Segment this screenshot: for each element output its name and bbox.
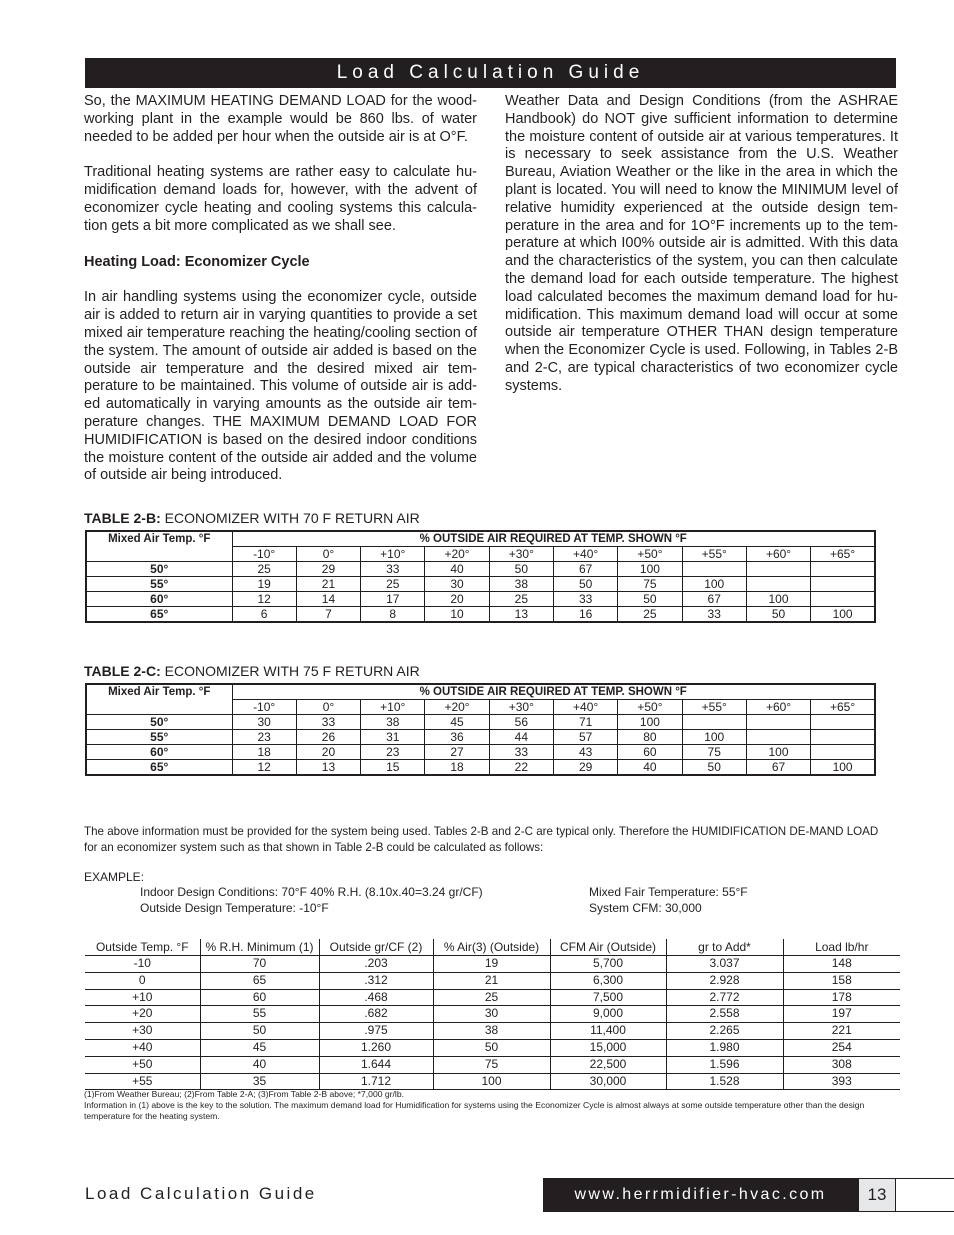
load-cell: 0: [85, 972, 200, 989]
example-outside: Outside Design Temperature: -10°F: [140, 901, 329, 915]
table-2c-cell: 56: [489, 715, 553, 730]
table-2c-cell: 12: [232, 760, 296, 776]
load-cell: 254: [783, 1039, 900, 1056]
table-2c-temp: +20°: [425, 700, 489, 715]
table-2c-row-label: 65°: [86, 760, 232, 776]
load-table-header: Outside gr/CF (2): [319, 939, 433, 956]
footnote-line-2: Information in (1) above is the key to the solution. The maximum demand load for Humidification for systems using the Economizer Cycle is almost always at some outside temperature other than the design temperature for the heating system.: [84, 1100, 865, 1121]
footer-title: Load Calculation Guide: [85, 1184, 317, 1203]
section-subheading: Heating Load: Economizer Cycle: [84, 253, 310, 270]
table-2b-cell: 25: [361, 577, 425, 592]
load-table-row: [85, 1073, 900, 1090]
table-2c-row: [86, 730, 875, 745]
table-2c-temp: +55°: [682, 700, 746, 715]
load-cell: 75: [433, 1056, 550, 1073]
table-2c-label: TABLE 2-C:: [84, 663, 161, 679]
table-2b-cell: 50: [618, 592, 682, 607]
page-header-title: Load Calculation Guide: [336, 62, 645, 83]
table-2c-row: [86, 745, 875, 760]
table-2c-cell: [682, 715, 746, 730]
table-2b-cell: 19: [232, 577, 296, 592]
load-cell: 25: [433, 989, 550, 1006]
table-2c-cell: 18: [425, 760, 489, 776]
table-2b-caption: [84, 510, 420, 526]
table-2b-cell: 67: [682, 592, 746, 607]
left-paragraph-3: In air handling systems using the economizer cycle, outside air is added to return air in varying quantities to provide a set mixed air temperature reaching the heating/cooling section of the system. The amount of outside air added is based on the outside air temperature and the desired mixed air tem-perature to be maintained. This volume of outside air is add-ed automatically in varying amounts as the outside air tem-perature changes. THE MAXIMUM DEMAND LOAD FOR HUMIDIFICATION is based on the desired indoor conditions the moisture content of the outside air added and the volume of outside air being introduced.: [84, 289, 477, 484]
table-2b-row: [86, 592, 875, 607]
left-paragraph-2: Traditional heating systems are rather easy to calculate hu-midification demand loads for, however, with the advent of economizer cycle heating and cooling systems this calcula-tion gets a bit more complicated as we shall see.: [84, 164, 477, 234]
load-table-row: [85, 989, 900, 1006]
load-table-row: [85, 956, 900, 973]
load-cell: 22,500: [550, 1056, 666, 1073]
table-2c-cell: 23: [361, 745, 425, 760]
table-2c-temp: 0°: [296, 700, 360, 715]
table-2c-cell: 13: [296, 760, 360, 776]
load-table-header: Load lb/hr: [783, 939, 900, 956]
table-2b-cell: 100: [682, 577, 746, 592]
table-2b-cell: 29: [296, 562, 360, 577]
table-2b-row-label: 50°: [86, 562, 232, 577]
table-2c-temp: +10°: [361, 700, 425, 715]
table-2b-temp: +20°: [425, 547, 489, 562]
table-2b-cell: [811, 577, 875, 592]
load-cell: 7,500: [550, 989, 666, 1006]
load-cell: 30: [433, 1006, 550, 1023]
table-2b-cell: 67: [553, 562, 617, 577]
table-2b-caption-text: ECONOMIZER WITH 70 F RETURN AIR: [160, 510, 420, 526]
load-cell: .468: [319, 989, 433, 1006]
load-cell: 11,400: [550, 1023, 666, 1040]
load-cell: 40: [200, 1056, 319, 1073]
load-cell: 45: [200, 1039, 319, 1056]
table-2b-temp: -10°: [232, 547, 296, 562]
table-2b-row: [86, 607, 875, 623]
table-2b-cell: 13: [489, 607, 553, 623]
load-cell: 30,000: [550, 1073, 666, 1090]
table-2c-row: [86, 715, 875, 730]
load-cell: 1.528: [666, 1073, 783, 1090]
table-2c-cell: 80: [618, 730, 682, 745]
table-2c-cell: 18: [232, 745, 296, 760]
load-cell: 19: [433, 956, 550, 973]
table-2b-cell: 20: [425, 592, 489, 607]
load-cell: 50: [433, 1039, 550, 1056]
table-2c-cell: 33: [296, 715, 360, 730]
table-2b-temp: +60°: [746, 547, 810, 562]
example-indoor: Indoor Design Conditions: 70°F 40% R.H. (8.10x.40=3.24 gr/CF): [140, 885, 483, 899]
load-cell: 158: [783, 972, 900, 989]
table-2c-cell: 67: [746, 760, 810, 776]
table-2b-cell: 75: [618, 577, 682, 592]
table-2c-caption: [84, 663, 420, 679]
table-2c-cell: 44: [489, 730, 553, 745]
table-2c-temp: -10°: [232, 700, 296, 715]
load-table-header: % R.H. Minimum (1): [200, 939, 319, 956]
load-cell: 60: [200, 989, 319, 1006]
table-2b-cell: 40: [425, 562, 489, 577]
table-2b-temp: 0°: [296, 547, 360, 562]
example-cfm: System CFM: 30,000: [589, 901, 702, 915]
table-2c-cell: 50: [682, 760, 746, 776]
load-cell: 38: [433, 1023, 550, 1040]
table-2c-cell: 20: [296, 745, 360, 760]
table-2c-cell: 45: [425, 715, 489, 730]
table-2b-cell: 25: [618, 607, 682, 623]
table-2b-cell: 38: [489, 577, 553, 592]
table-2b-row-label: 65°: [86, 607, 232, 623]
load-cell: 55: [200, 1006, 319, 1023]
table-2c-cell: [811, 730, 875, 745]
load-cell: 1.644: [319, 1056, 433, 1073]
load-cell: 2.265: [666, 1023, 783, 1040]
table-2c-cell: 26: [296, 730, 360, 745]
table-2c-temp: +65°: [811, 700, 875, 715]
load-cell: +20: [85, 1006, 200, 1023]
table-2b-cell: [746, 577, 810, 592]
table-2b-temp: +10°: [361, 547, 425, 562]
table-2c-cell: 60: [618, 745, 682, 760]
right-paragraph-1: Weather Data and Design Conditions (from the ASHRAE Handbook) do NOT give sufficient information to determine the moisture content of outside air at various temperatures. It is necessary to seek assistance from the U.S. Weather Bureau, Aviation Weather or the like in the area in which the plant is located. You will need to know the MINIMUM level of relative humidity experienced at the outside design tem-perature in the area and for 1O°F increments up to the tem-perature at which I00% outside air is admitted. With this data and the characteristics of the system, you can then calculate the demand load for each outside temperature. The highest load calculated becomes the maximum demand load for hu-midification. This maximum demand load will occur at some outside air temperature OTHER THAN design temperature when the Economizer Cycle is used. Following, in Tables 2-B and 2-C, are typical characteristics of two economizer cycle systems.: [505, 93, 898, 394]
table-2b-cell: 100: [811, 607, 875, 623]
load-cell: -10: [85, 956, 200, 973]
table-2c-caption-text: ECONOMIZER WITH 75 F RETURN AIR: [160, 663, 420, 679]
table-2c-cell: 23: [232, 730, 296, 745]
load-table-header: % Air(3) (Outside): [433, 939, 550, 956]
table-2c-row: [86, 760, 875, 776]
table-2c-temp: +50°: [618, 700, 682, 715]
example-mixed: Mixed Fair Temperature: 55°F: [589, 885, 748, 899]
table-2c-cell: [811, 715, 875, 730]
table-2b-cell: 25: [232, 562, 296, 577]
note-paragraph: The above information must be provided for the system being used. Tables 2-B and 2-C are typical only. Therefore the HUMIDIFICATION DE-MAND LOAD for an economizer system such as that shown in Table 2-B could be calculated as follows:: [84, 825, 879, 854]
table-2c-cell: 40: [618, 760, 682, 776]
table-2c-col-header: Mixed Air Temp. °F: [86, 684, 232, 715]
table-2b-cell: [811, 592, 875, 607]
table-2c-cell: 100: [746, 745, 810, 760]
table-2c-row-label: 55°: [86, 730, 232, 745]
left-paragraph-1: So, the MAXIMUM HEATING DEMAND LOAD for the wood-working plant in the example would be 860 lbs. of water needed to be added per hour when the outside air is at O°F.: [84, 93, 477, 145]
table-2b-cell: 33: [553, 592, 617, 607]
table-2c-cell: 33: [489, 745, 553, 760]
table-2c-cell: 71: [553, 715, 617, 730]
load-cell: 1.596: [666, 1056, 783, 1073]
table-2c-row-label: 60°: [86, 745, 232, 760]
table-2b-cell: 16: [553, 607, 617, 623]
footnotes: [84, 1089, 904, 1122]
table-2c-cell: 36: [425, 730, 489, 745]
page-number: 13: [858, 1178, 896, 1212]
table-2c-cell: 100: [682, 730, 746, 745]
table-2b-cell: 50: [746, 607, 810, 623]
table-2b-temp: +65°: [811, 547, 875, 562]
load-cell: .312: [319, 972, 433, 989]
table-2b-cell: 100: [618, 562, 682, 577]
load-cell: 1.260: [319, 1039, 433, 1056]
table-2b-col-header: Mixed Air Temp. °F: [86, 531, 232, 562]
table-2c-cell: 30: [232, 715, 296, 730]
load-table-header: gr to Add*: [666, 939, 783, 956]
load-cell: 221: [783, 1023, 900, 1040]
load-cell: 6,300: [550, 972, 666, 989]
table-2c-cell: 15: [361, 760, 425, 776]
table-2b-temp: +50°: [618, 547, 682, 562]
load-table: [85, 939, 900, 1090]
load-cell: 1.712: [319, 1073, 433, 1090]
table-2b-group-header: % OUTSIDE AIR REQUIRED AT TEMP. SHOWN °F: [232, 531, 875, 547]
table-2b-cell: 30: [425, 577, 489, 592]
load-cell: 197: [783, 1006, 900, 1023]
load-table-header: Outside Temp. °F: [85, 939, 200, 956]
table-2b-temp: +40°: [553, 547, 617, 562]
load-cell: 2.772: [666, 989, 783, 1006]
table-2c-temp: +30°: [489, 700, 553, 715]
load-cell: +50: [85, 1056, 200, 1073]
left-column: [84, 93, 477, 503]
footer-rule: [896, 1178, 954, 1212]
load-cell: 148: [783, 956, 900, 973]
table-2c-cell: 100: [618, 715, 682, 730]
load-cell: +30: [85, 1023, 200, 1040]
table-2b-temp: +55°: [682, 547, 746, 562]
table-2c-cell: 29: [553, 760, 617, 776]
table-2c-temp: +40°: [553, 700, 617, 715]
table-2c-cell: 100: [811, 760, 875, 776]
table-2b-cell: [682, 562, 746, 577]
load-cell: 5,700: [550, 956, 666, 973]
table-2b-cell: 50: [489, 562, 553, 577]
table-2c-cell: [811, 745, 875, 760]
load-cell: 178: [783, 989, 900, 1006]
header-bar: [85, 58, 896, 88]
table-2b-temp: +30°: [489, 547, 553, 562]
table-2c-row-label: 50°: [86, 715, 232, 730]
load-cell: 393: [783, 1073, 900, 1090]
right-column: [505, 93, 898, 414]
table-2b-row: [86, 577, 875, 592]
table-2b-cell: 7: [296, 607, 360, 623]
table-2c-cell: [746, 730, 810, 745]
table-2b-cell: 25: [489, 592, 553, 607]
load-cell: 308: [783, 1056, 900, 1073]
table-2b-cell: [811, 562, 875, 577]
table-2b-cell: 50: [553, 577, 617, 592]
load-cell: .975: [319, 1023, 433, 1040]
table-2c-cell: [746, 715, 810, 730]
footer-url-text: www.herrmidifier-hvac.com: [574, 1186, 827, 1203]
load-cell: 2.928: [666, 972, 783, 989]
table-2b-cell: 17: [361, 592, 425, 607]
table-2c-cell: 75: [682, 745, 746, 760]
table-2c-temp: +60°: [746, 700, 810, 715]
table-2b-cell: [746, 562, 810, 577]
example-label: EXAMPLE:: [84, 870, 145, 884]
table-2b-cell: 8: [361, 607, 425, 623]
load-table-header: CFM Air (Outside): [550, 939, 666, 956]
load-cell: +10: [85, 989, 200, 1006]
table-2c-cell: 31: [361, 730, 425, 745]
load-table-row: [85, 1056, 900, 1073]
table-2c: [85, 683, 876, 776]
table-2b-cell: 12: [232, 592, 296, 607]
load-table-row: [85, 1039, 900, 1056]
table-2c-cell: 27: [425, 745, 489, 760]
table-2b-cell: 14: [296, 592, 360, 607]
table-2b-row: [86, 562, 875, 577]
load-cell: 50: [200, 1023, 319, 1040]
table-2b-cell: 6: [232, 607, 296, 623]
load-cell: 9,000: [550, 1006, 666, 1023]
load-cell: 100: [433, 1073, 550, 1090]
load-cell: 2.558: [666, 1006, 783, 1023]
load-table-row: [85, 1006, 900, 1023]
load-cell: 1.980: [666, 1039, 783, 1056]
table-2b-cell: 21: [296, 577, 360, 592]
load-table-row: [85, 972, 900, 989]
table-2c-cell: 57: [553, 730, 617, 745]
table-2c-group-header: % OUTSIDE AIR REQUIRED AT TEMP. SHOWN °F: [232, 684, 875, 700]
footnote-line-1: (1)From Weather Bureau; (2)From Table 2-A; (3)From Table 2-B above; *7,000 gr/lb.: [84, 1089, 405, 1099]
table-2b-cell: 100: [746, 592, 810, 607]
load-cell: .682: [319, 1006, 433, 1023]
load-cell: 70: [200, 956, 319, 973]
load-table-row: [85, 1023, 900, 1040]
table-2c-cell: 22: [489, 760, 553, 776]
load-cell: 35: [200, 1073, 319, 1090]
table-2c-cell: 43: [553, 745, 617, 760]
load-cell: 21: [433, 972, 550, 989]
table-2b-row-label: 60°: [86, 592, 232, 607]
table-2b-row-label: 55°: [86, 577, 232, 592]
load-cell: 15,000: [550, 1039, 666, 1056]
load-cell: 3.037: [666, 956, 783, 973]
table-2b-label: TABLE 2-B:: [84, 510, 161, 526]
load-cell: .203: [319, 956, 433, 973]
table-2b-cell: 33: [361, 562, 425, 577]
table-2b-cell: 10: [425, 607, 489, 623]
load-cell: 65: [200, 972, 319, 989]
load-cell: +55: [85, 1073, 200, 1090]
table-2b-cell: 33: [682, 607, 746, 623]
footer-url-link[interactable]: [543, 1178, 858, 1212]
table-2c-cell: 38: [361, 715, 425, 730]
table-2b: [85, 530, 876, 623]
load-cell: +40: [85, 1039, 200, 1056]
